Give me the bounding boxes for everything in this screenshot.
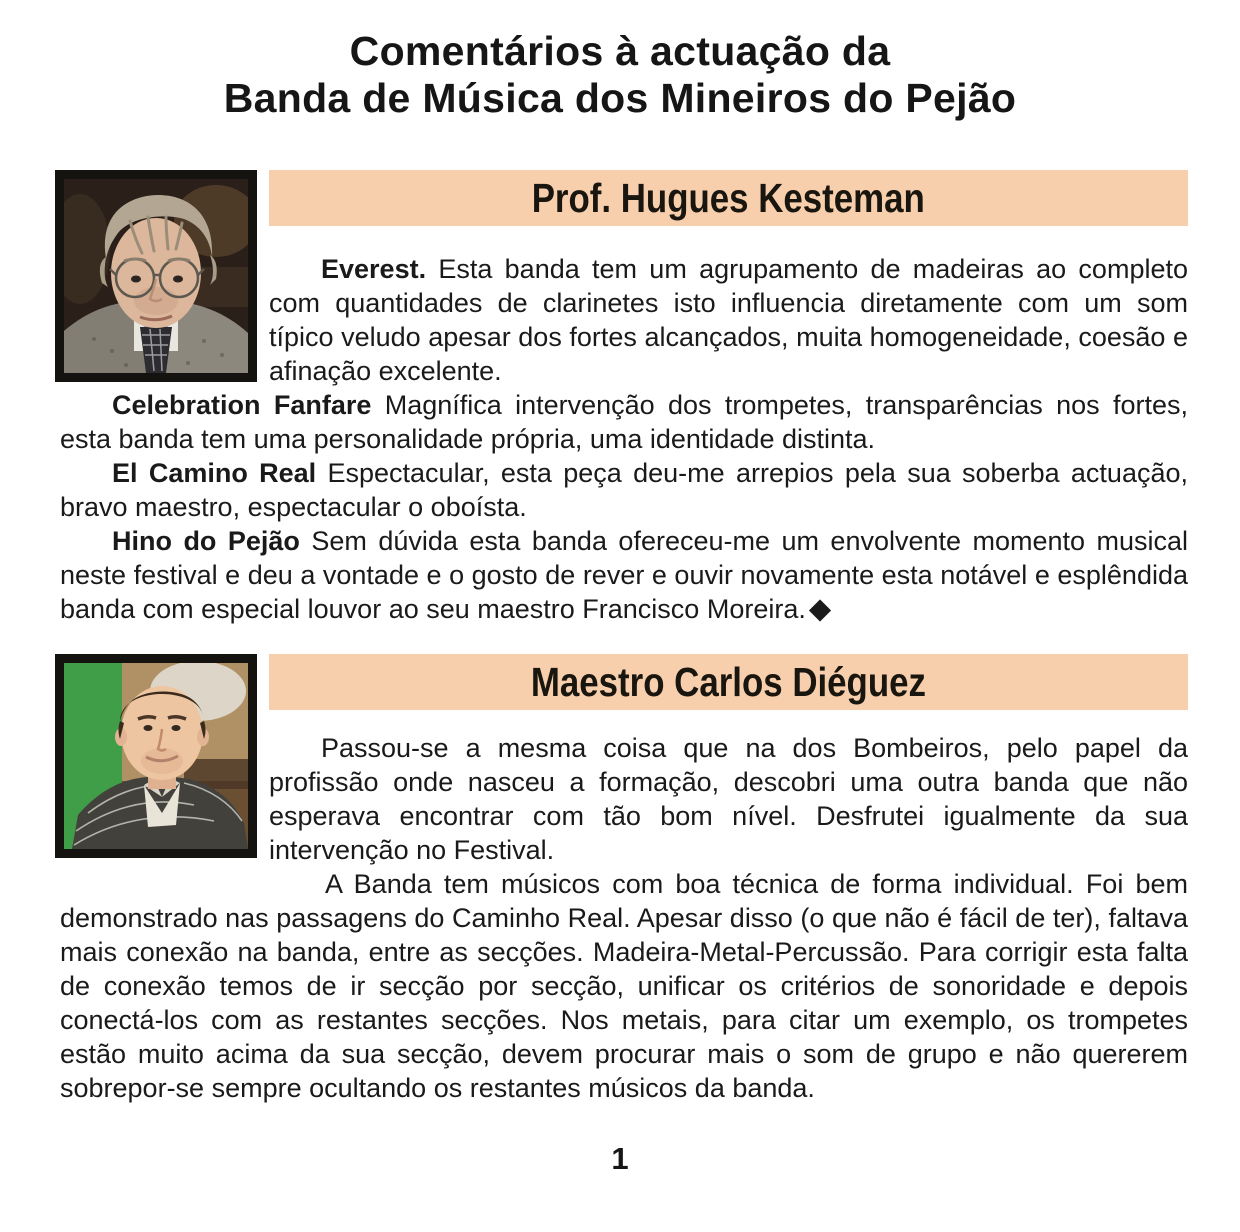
end-of-article-diamond-icon: ◆ [808,593,832,625]
portrait-photo-carlos-dieguez [55,654,257,858]
document-page [0,28,1240,1177]
piece-title-hino-do-pejao: Hino do Pejão [112,526,300,556]
page-title-line2: Banda de Música dos Mineiros do Pejão [223,75,1017,121]
page-title-line1: Comentários à actuação da [349,28,891,74]
section-heading-dieguez: Maestro Carlos Diéguez [530,659,927,705]
paragraph-celebration-fanfare: Celebration Fanfare Magnífica intervenção dos trompetes, transparências nos fortes, esta banda tem uma personalidade própria, uma identidade distinta. [60,390,1188,454]
section-carlos-dieguez [0,654,1240,1105]
piece-title-everest: Everest. [321,254,427,284]
section-hugues-kesteman [0,170,1240,626]
portrait-photo-hugues-kesteman [55,170,257,382]
paragraph-everest: Everest. Esta banda tem um agrupamento de madeiras ao completo com quantidades de clarinetes isto influencia diretamente com um som típico veludo apesar dos fortes alcançados, muita homogeneidade, coesão e afinação excelente. [269,254,1188,386]
section-heading-bar-dieguez [269,654,1188,710]
section-heading-bar-kesteman [269,170,1188,226]
paragraph-el-camino-real: El Camino Real Espectacular, esta peça deu-me arrepios pela sua soberba actuação, bravo maestro, espectacular o oboísta. [60,458,1189,522]
portrait-illustration-dieguez [64,663,248,849]
paragraph-passou-se: Passou-se a mesma coisa que na dos Bombeiros, pelo papel da profissão onde nasceu a formação, descobri uma outra banda que não esperava encontrar com tão bom nível. Desfrutei igualmente da sua intervenção no Festival. [269,733,1188,865]
paragraph-hino-do-pejao: Hino do Pejão Sem dúvida esta banda ofereceu-me um envolvente momento musical neste festival e deu a vontade e o gosto de rever e ouvir novamente esta notável e esplêndida banda com especial louvor ao seu maestro Francisco Moreira. ◆ [60,526,1189,625]
piece-title-celebration-fanfare: Celebration Fanfare [112,390,372,420]
section-heading-kesteman: Prof. Hugues Kesteman [531,175,926,221]
page-title [40,28,1200,122]
paragraph-a-banda: A Banda tem músicos com boa técnica de forma individual. Foi bem demonstrado nas passagens do Caminho Real. Apesar disso (o que não é fácil de ter), faltava mais conexão na banda, entre as secções. Madeira-Metal-Percussão. Para corrigir esta falta de conexão temos de ir secção por secção, unificar os critérios de sonoridade e depois conectá-los com as restantes secções. Nos metais, para citar um exemplo, os trompetes estão muito acima da sua secção, devem procurar mais o som de grupo e não quererem sobrepor-se sempre ocultando os restantes músicos da banda. [60,869,1188,1103]
portrait-illustration-kesteman [64,179,248,373]
piece-title-el-camino-real: El Camino Real [112,458,317,488]
page-number: 1 [611,1141,629,1176]
